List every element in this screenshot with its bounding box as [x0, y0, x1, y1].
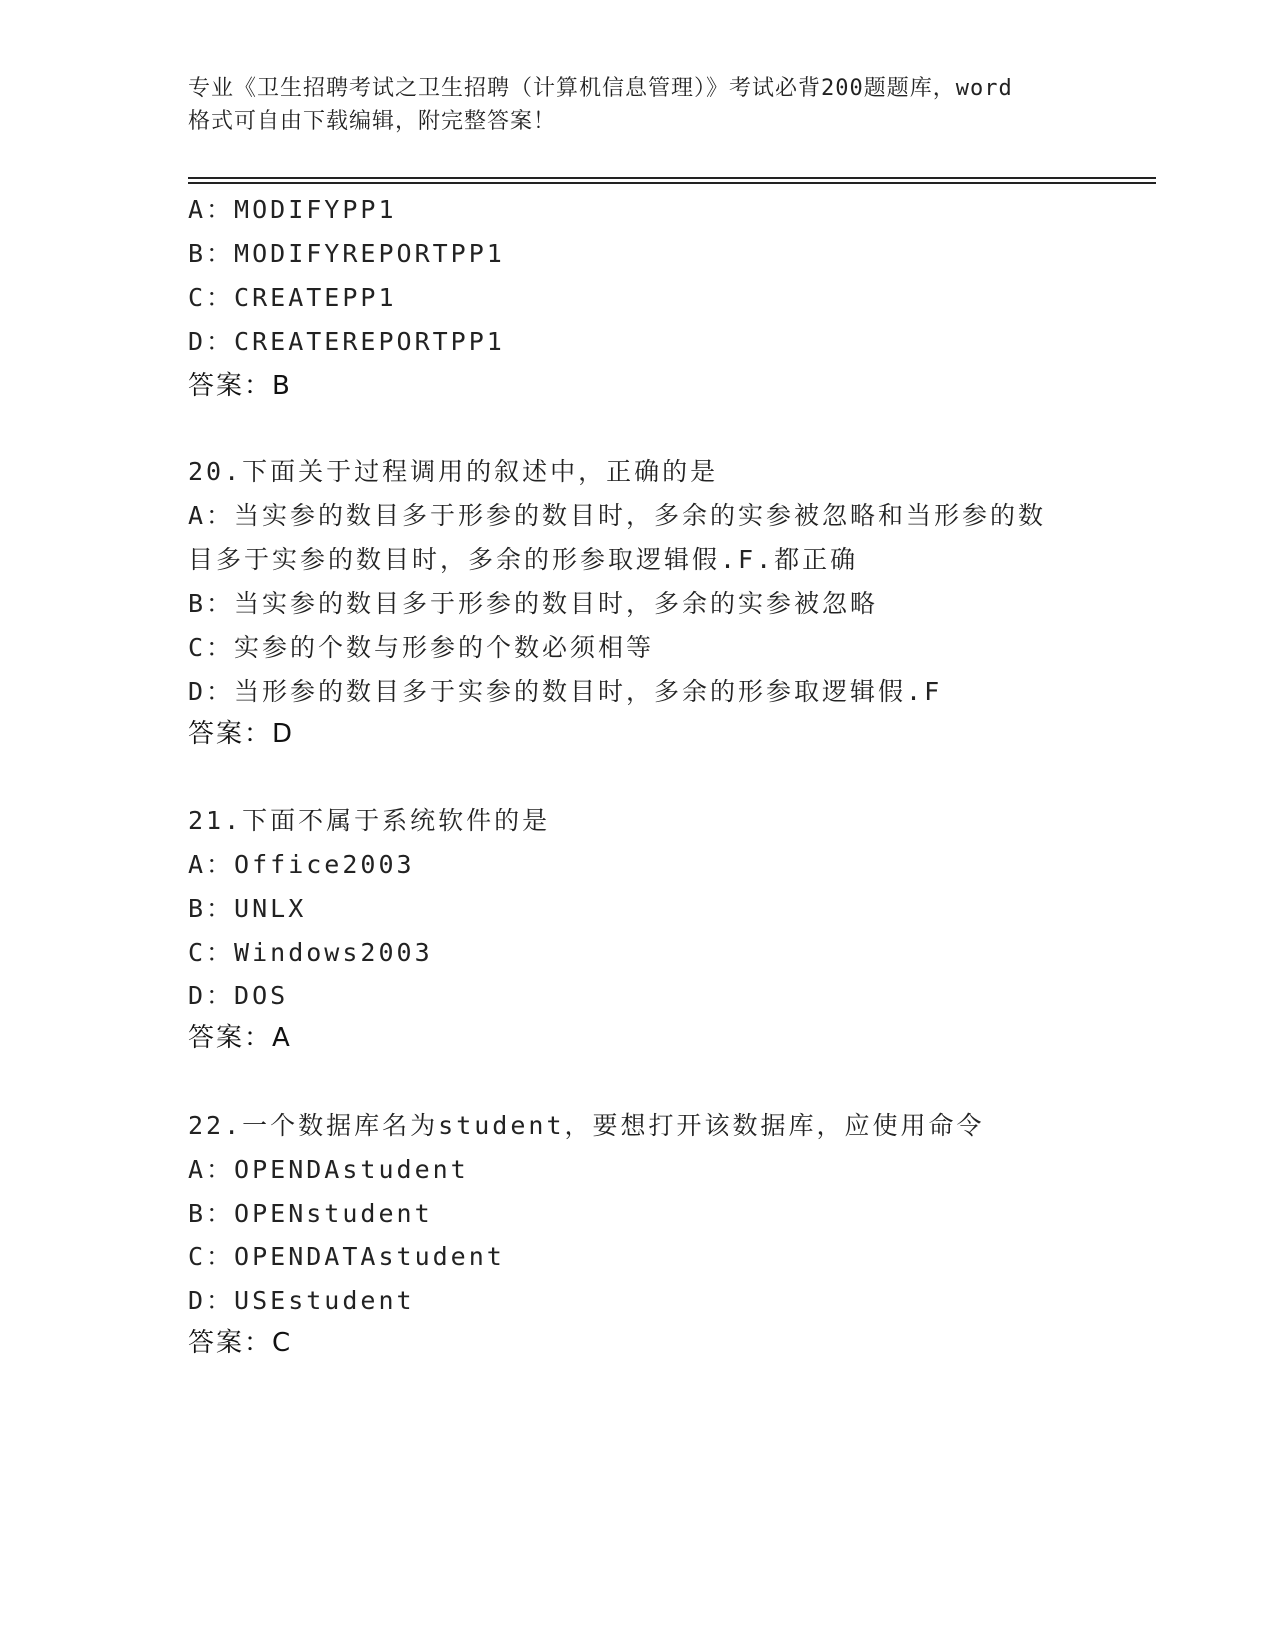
q20-option-a-line-1: A：当实参的数目多于形参的数目时，多余的实参被忽略和当形参的数 [188, 501, 1047, 530]
q20-option-a-line-2: 目多于实参的数目时，多余的形参取逻辑假.F.都正确 [188, 545, 859, 574]
q20-title: 20.下面关于过程调用的叙述中，正确的是 [188, 457, 719, 486]
q22-option-b: B：OPENstudent [188, 1199, 433, 1228]
q21-option-d: D：DOS [188, 981, 289, 1010]
q20-answer: 答案：D [188, 719, 295, 749]
q21-title: 21.下面不属于系统软件的是 [188, 806, 551, 835]
header-line-1: 专业《卫生招聘考试之卫生招聘（计算机信息管理）》考试必背200题题库，word [188, 76, 1013, 101]
q20-option-c: C：实参的个数与形参的个数必须相等 [188, 633, 655, 662]
q22-option-d: D：USEstudent [188, 1286, 415, 1315]
q20-option-d: D：当形参的数目多于实参的数目时，多余的形参取逻辑假.F [188, 677, 943, 706]
q19-option-c: C：CREATEPP1 [188, 283, 397, 312]
header-line-2: 格式可自由下载编辑，附完整答案！ [188, 109, 557, 134]
q21-option-a: A：Office2003 [188, 850, 415, 879]
q19-answer: 答案：B [188, 371, 292, 401]
q19-option-b: B：MODIFYREPORTPP1 [188, 239, 505, 268]
q20-option-b: B：当实参的数目多于形参的数目时，多余的实参被忽略 [188, 589, 879, 618]
q19-option-a: A：MODIFYPP1 [188, 195, 397, 224]
q21-option-b: B：UNLX [188, 894, 307, 923]
q21-option-c: C：Windows2003 [188, 938, 433, 967]
header-divider-top [188, 177, 1156, 179]
document-header [188, 72, 1088, 138]
q19-option-d: D：CREATEREPORTPP1 [188, 327, 505, 356]
q22-answer: 答案：C [188, 1328, 293, 1358]
q22-option-a: A：OPENDAstudent [188, 1155, 469, 1184]
header-divider-bottom [188, 182, 1156, 184]
q21-answer: 答案：A [188, 1023, 292, 1053]
q22-option-c: C：OPENDATAstudent [188, 1242, 505, 1271]
q22-title: 22.一个数据库名为student，要想打开该数据库，应使用命令 [188, 1111, 985, 1140]
